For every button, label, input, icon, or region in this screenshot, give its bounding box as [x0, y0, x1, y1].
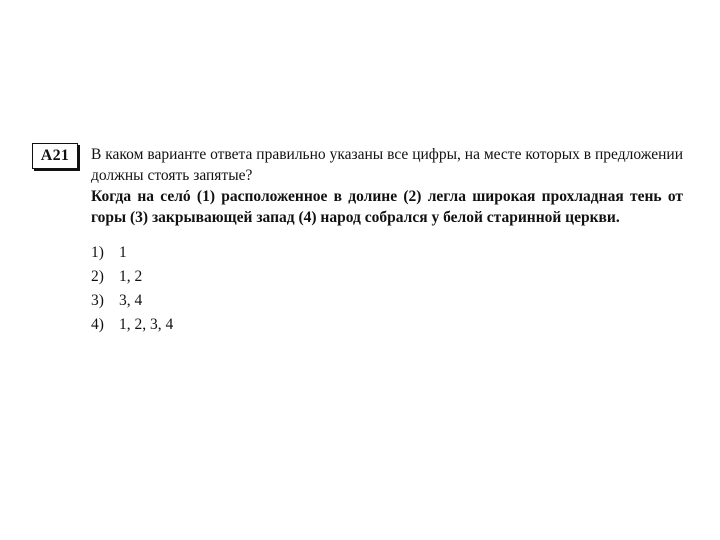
- answer-option-1[interactable]: [91, 241, 683, 265]
- task-content: [91, 144, 683, 337]
- option-text: 1, 2: [119, 268, 143, 285]
- question-text: В каком варианте ответа правильно указаны все цифры, на месте которых в предложении должны стоять запятые?: [91, 146, 683, 184]
- option-text: 3, 4: [119, 292, 143, 309]
- task-sentence: Когда на селó (1) расположенное в долине (2) легла широкая прохладная тень от горы (3) закрывающей запад (4) народ собрался у белой старинной церкви.: [91, 188, 683, 226]
- answer-option-3[interactable]: [91, 289, 683, 313]
- answer-option-2[interactable]: [91, 265, 683, 289]
- option-text: 1: [119, 244, 127, 261]
- answer-option-4[interactable]: [91, 313, 683, 337]
- option-number: 1): [91, 244, 104, 261]
- answer-options: [91, 241, 683, 337]
- option-number: 4): [91, 316, 104, 333]
- option-number: 3): [91, 292, 104, 309]
- option-text: 1, 2, 3, 4: [119, 316, 174, 333]
- option-number: 2): [91, 268, 104, 285]
- task-number-badge: А21: [32, 143, 78, 169]
